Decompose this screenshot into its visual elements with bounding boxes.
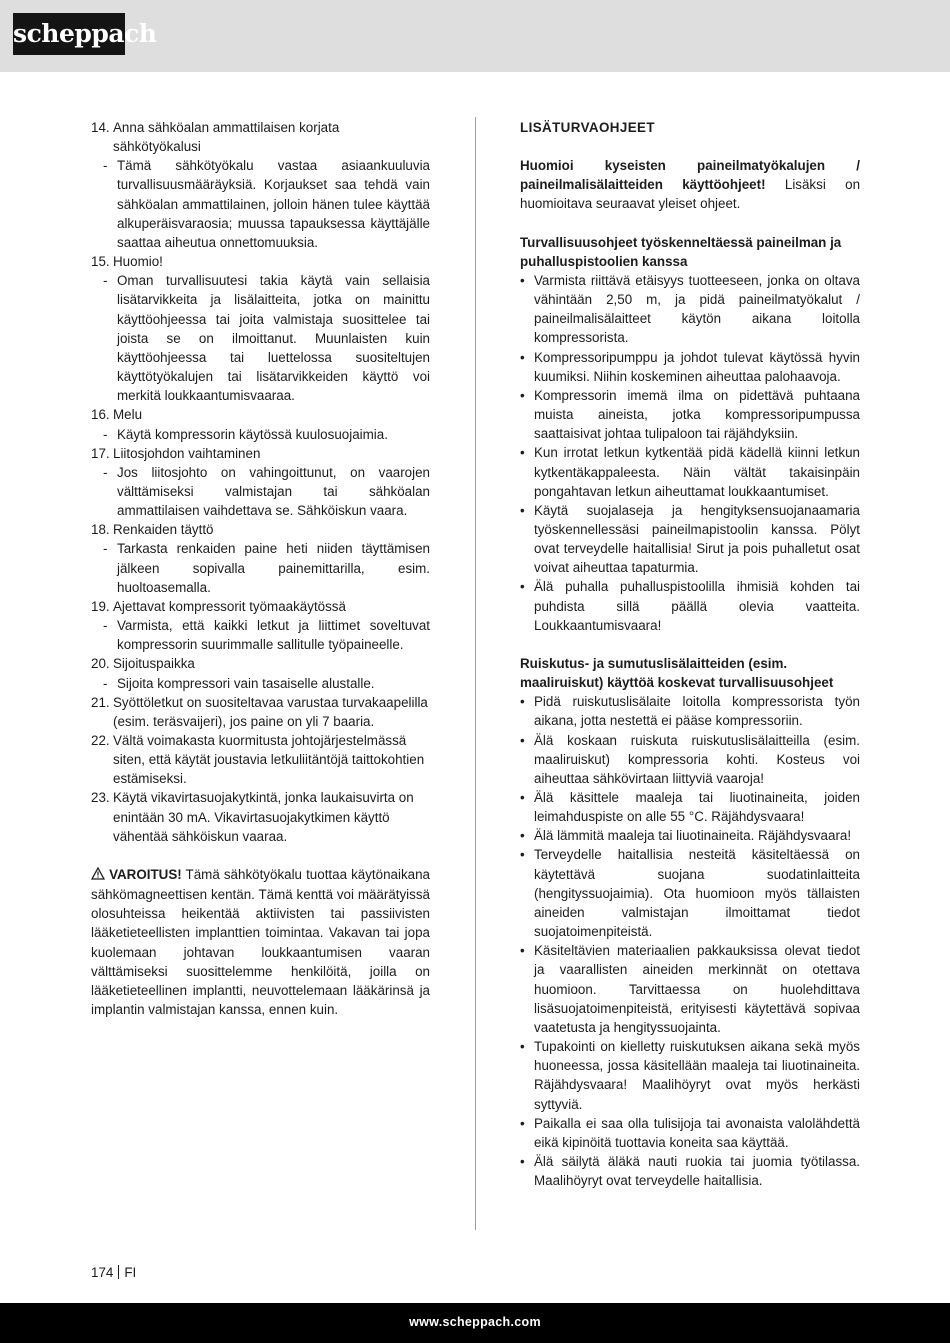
bullet-text: Älä säilytä äläkä nauti ruokia tai juomia työtilassa. Maalihöyryt ovat terveydelle haitallisia.: [534, 1153, 860, 1189]
item-number: 19.: [91, 598, 110, 614]
bullet-list-2: [520, 692, 860, 1190]
subsection-title-2: Ruiskutus- ja sumutuslisälaitteiden (esim. maaliruiskut) käyttöä koskevat turvallisuusohjeet: [520, 655, 834, 691]
bullet-marker: •: [520, 694, 525, 710]
item-title: Renkaiden täyttö: [113, 522, 214, 538]
list-item: [91, 788, 430, 845]
bullet-marker: •: [520, 847, 525, 863]
sub-item: [91, 674, 430, 693]
footer-bar: [0, 1303, 950, 1343]
intro-bold: Huomioi kyseisten paineilmatyökalujen / paineilmalisälaitteiden käyttöohjeet!: [520, 158, 860, 193]
bullet-text: Älä puhalla puhalluspistoolilla ihmisiä kohden tai puhdista sillä päällä olevia vaatteita. Loukkaantumisvaara!: [534, 579, 860, 633]
item-number: 23.: [91, 790, 110, 806]
warning-label: VAROITUS!: [109, 866, 182, 882]
item-title: Sijoituspaikka: [113, 656, 195, 672]
dash-marker: -: [103, 426, 108, 442]
bullet-item: [520, 348, 860, 386]
item-title: Anna sähköalan ammattilaisen korjata sähkötyökalusi: [113, 120, 340, 155]
separator: [118, 1265, 119, 1279]
sub-item-text: Oman turvallisuutesi takia käytä vain sellaisia lisätarvikkeita ja lisälaitteita, jotka on mainittu käyttöohjeessa tai joita valmistaja suosittelee tai joista se on ilmoittanut. Muunlaisten kuin käyttöohjeessa tai luettelossa suositeltujen käyttötyökalujen tai lisätarvikkeiden käyttö voi merkitä loukkaantumisvaaraa.: [117, 273, 430, 404]
dash-marker: -: [103, 273, 108, 289]
item-number: 14.: [91, 120, 110, 135]
list-item: [91, 731, 430, 788]
sub-item-text: Varmista, että kaikki letkut ja liittimet soveltuvat kompressorin suurimmalle sallitulle työpaineelle.: [117, 618, 430, 653]
intro-text: Lisäksi on huomioitava seuraavat yleiset ohjeet.: [520, 177, 861, 212]
warning-triangle-icon: [91, 866, 105, 885]
bullet-marker: •: [520, 387, 525, 403]
list-item: [91, 444, 430, 463]
bullet-text: Käsiteltävien materiaalien pakkauksissa olevat tiedot ja vaarallisten aineiden merkinnät on otettava huomioon. Tarvittaessa on huolehdittava lisäsuojatoimenpiteistä, erityisesti käytettävä sopivaa vaatetusta ja hengityssuojainta.: [534, 943, 860, 1035]
bullet-text: Varmista riittävä etäisyys tuotteeseen, jonka on oltava vähintään 2,50 m, ja pidä paineilmatyökalut / paineilmalisälaitteet käytön aikana loitolla kompressorista.: [534, 272, 860, 346]
item-title: Ajettavat kompressorit työmaakäytössä: [113, 598, 346, 614]
header-bar: [0, 0, 950, 72]
bullet-text: Käytä suojalaseja ja hengityksensuojanaamaria työskennellessäsi paineilmapistoolin kanssa. Pölyt ovat terveydelle haitallisia! Sirut ja pois puhalletut osat voivat aiheuttaa tapaturmia.: [534, 502, 860, 576]
item-title: Melu: [113, 407, 143, 423]
language-code: FI: [124, 1265, 137, 1280]
item-title: Käytä vikavirtasuojakytkintä, jonka laukaisuvirta on enintään 30 mA. Vikavirtasuojakytkimen käyttö vähentää sähköiskun vaaraa.: [113, 790, 414, 844]
website-link[interactable]: www.scheppach.com: [409, 1315, 541, 1329]
list-item: [91, 405, 430, 424]
bullet-item: [520, 692, 860, 730]
sub-item: [91, 271, 430, 405]
bullet-item: [520, 731, 860, 788]
warning-paragraph: [91, 865, 430, 1019]
bullet-text: Älä koskaan ruiskuta ruiskutuslisälaitteilla (esim. maaliruiskut) kompressoria kohti. Kosteus voi aiheuttaa sähkövirtaan liittyviä vaaroja!: [534, 732, 860, 786]
bullet-text: Tupakointi on kielletty ruiskutuksen aikana sekä myös huoneessa, jossa käsitellään maaleja tai liuotinaineita. Räjähdysvaara! Maalihöyryt ovat myös herkästi syttyviä.: [534, 1039, 860, 1112]
bullet-marker: •: [520, 828, 525, 844]
bullet-item: [520, 443, 860, 500]
item-number: 15.: [91, 254, 110, 270]
bullet-marker: •: [520, 349, 525, 365]
brand-logo: scheppach: [13, 13, 125, 55]
list-item: [91, 597, 430, 616]
bullet-item: [520, 577, 860, 634]
bullet-item: [520, 1152, 860, 1190]
list-item: [91, 118, 430, 156]
sub-item-text: Käytä kompressorin käytössä kuulosuojaimia.: [117, 426, 388, 442]
bullet-marker: •: [520, 943, 525, 959]
sub-item: [91, 539, 430, 596]
bullet-marker: •: [520, 1153, 525, 1169]
list-item: [91, 693, 430, 731]
bullet-text: Kompressoripumppu ja johdot tulevat käytössä hyvin kuumiksi. Niihin koskeminen aiheuttaa palohaavoja.: [534, 349, 860, 384]
bullet-text: Älä käsittele maaleja tai liuotinaineita, joiden leimahduspiste on alle 55 °C. Räjähdysvaara!: [534, 790, 860, 825]
item-title: Liitosjohdon vaihtaminen: [113, 445, 261, 461]
sub-item-text: Sijoita kompressori vain tasaiselle alustalle.: [117, 675, 375, 691]
bullet-item: [520, 788, 860, 826]
item-number: 18.: [91, 522, 110, 538]
bullet-marker: •: [520, 445, 525, 461]
bullet-marker: •: [520, 1115, 525, 1131]
bullet-item: [520, 271, 860, 348]
item-number: 22.: [91, 733, 110, 748]
dash-marker: -: [103, 675, 108, 691]
bullet-marker: •: [520, 790, 525, 805]
bullet-list-1: [520, 271, 860, 635]
page-number-value: 174: [91, 1265, 114, 1280]
numbered-list: [91, 118, 430, 846]
bullet-text: Pidä ruiskutuslisälaite loitolla kompressorista työn aikana, jotta nestettä ei pääse kompressoriin.: [534, 694, 860, 729]
bullet-item: [520, 501, 860, 578]
item-title: Huomio!: [113, 254, 163, 270]
bullet-text: Paikalla ei saa olla tulisijoja tai avonaista valolähdettä eikä kipinöitä tuottavia koneita saa käyttää.: [534, 1115, 860, 1150]
dash-marker: -: [103, 158, 108, 174]
bullet-text: Älä lämmitä maaleja tai liuotinaineita. Räjähdysvaara!: [534, 828, 852, 844]
item-number: 21.: [91, 694, 110, 710]
subsection-title-1: Turvallisuusohjeet työskenneltäessä paineilman ja puhalluspistoolien kanssa: [520, 234, 842, 269]
sub-item-text: Tarkasta renkaiden paine heti niiden täyttämisen jälkeen sopivalla painemittarilla, esim. huoltoasemalla.: [117, 541, 430, 595]
intro-paragraph: [520, 156, 860, 213]
right-column: [520, 118, 860, 1190]
bullet-marker: •: [520, 1039, 525, 1055]
item-number: 17.: [91, 445, 110, 461]
bullet-item: [520, 845, 860, 941]
bullet-marker: •: [520, 272, 525, 288]
sub-item: [91, 616, 430, 654]
bullet-marker: •: [520, 732, 525, 748]
bullet-item: [520, 826, 860, 845]
item-number: 20.: [91, 656, 110, 672]
bullet-item: [520, 1037, 860, 1114]
sub-item-text: Jos liitosjohto on vahingoittunut, on vaarojen välttämiseksi valmistajan tai sähköalan ammattilaisen vaihdettava se. Sähköiskun vaara.: [117, 464, 430, 519]
section-heading: LISÄTURVAOHJEET: [520, 120, 655, 135]
list-item: [91, 252, 430, 271]
bullet-marker: •: [520, 579, 525, 595]
list-item: [91, 654, 430, 673]
sub-item: [91, 425, 430, 444]
bullet-text: Kompressorin imemä ilma on pidettävä puhtaana muista aineista, jotka kompressoripumpussa saattaisivat johtaa tulipaloon tai räjähdyksiin.: [534, 387, 860, 442]
item-title: Syöttöletkut on suositeltavaa varustaa turvakaapelilla (esim. teräsvaijeri), jos paine on yli 7 baaria.: [113, 694, 428, 729]
bullet-text: Terveydelle haitallisia nesteitä käsiteltäessä on käytettävä suojana suodatinlaitteita (hengityssuojaimia). Ota huomioon myös tällaisten aineiden valmistajan ilmoittamat tiedot suojatoimenpiteistä.: [534, 847, 860, 940]
list-item: [91, 520, 430, 539]
dash-marker: -: [103, 464, 108, 480]
bullet-item: [520, 941, 860, 1037]
warning-text: Tämä sähkötyökalu tuottaa käytönaikana sähkömagneettisen kentän. Tämä kenttä voi määrätyissä olosuhteissa heikentää aktiivisten tai passiivisten lääketieteellisten implanttien toimintaa. Vakavan tai jopa kuolemaan johtavan loukkaantumisen vaaran välttämiseksi suosittelemme henkilöitä, joilla on lääketieteellinen implantti, neuvottelemaan lääkärinsä ja implantin valmistajan kanssa, ennen kuin.: [91, 866, 430, 1018]
bullet-item: [520, 1114, 860, 1152]
dash-marker: -: [103, 541, 108, 557]
bullet-item: [520, 386, 860, 443]
bullet-marker: •: [520, 502, 525, 518]
item-title: Vältä voimakasta kuormitusta johtojärjestelmässä siten, että käytät joustavia letkuliitäntöjä taittokohtien estämiseksi.: [113, 733, 425, 787]
dash-marker: -: [103, 618, 108, 634]
sub-item: [91, 463, 430, 520]
page-number: [91, 1265, 136, 1280]
bullet-text: Kun irrotat letkun kytkentää pidä kädellä kiinni letkun kytkentäkappaleesta. Näin vältät takaisinpäin pongahtavan letkun aiheuttamat loukkaantumiset.: [534, 445, 860, 499]
item-number: 16.: [91, 407, 110, 423]
sub-item-text: Tämä sähkötyökalu vastaa asiaankuuluvia turvallisuusmääräyksiä. Korjaukset saa tehdä vain sähköalan ammattilainen, jolloin hänen tulee käyttää alkuperäisvaraosia; muussa tapauksessa käyttäjälle saattaa aiheutua onnettomuuksia.: [117, 158, 430, 250]
left-column: [91, 118, 430, 1019]
column-divider: [475, 117, 476, 1230]
sub-item: [91, 156, 430, 252]
